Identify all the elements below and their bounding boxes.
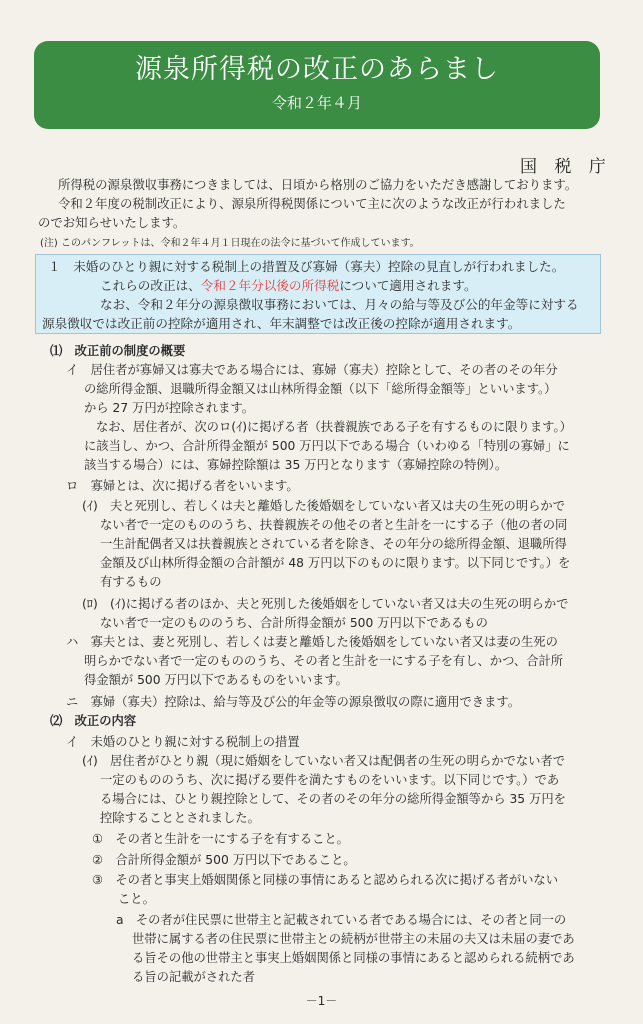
highlight-line-2: [100, 276, 477, 296]
body-line: 得金額が 500 万円以下であるものをいいます。: [84, 673, 348, 687]
body-line: 一生計配偶者又は扶養親族とされている者を除き、その年分の総所得金額、退職所得: [100, 537, 567, 551]
body-line: なお、居住者が、次のロ(ｲ)に掲げる者（扶養親族である子を有するものに限ります。）: [96, 420, 572, 434]
body-line: ニ 寡婦（寡夫）控除は、給与等及び公的年金等の源泉徴収の際に適用できます。: [66, 695, 521, 709]
body-line: ない者で一定のもののうち、合計所得金額が 500 万円以下であるもの: [100, 616, 488, 630]
body-line: 明らかでない者で一定のもののうち、その者と生計を一にする子を有し、かつ、合計所: [84, 654, 564, 668]
body-line: ない者で一定のもののうち、扶養親族その他その者と生計を一にする子（他の者の同: [100, 518, 568, 532]
body-line: の総所得金額、退職所得金額又は山林所得金額（以下「総所得金額等」といいます。）: [84, 382, 557, 396]
highlight-line-3: なお、令和２年分の源泉徴収事務においては、月々の給与等及び公的年金等に対する: [100, 297, 579, 312]
issuer: 国 税 庁: [520, 157, 612, 177]
title-banner: [34, 41, 600, 129]
body-line: に該当し、かつ、合計所得金額が 500 万円以下である場合（いわゆる「特別の寡婦」に: [84, 439, 570, 453]
body-line: る旨の記載がされた者: [132, 970, 255, 984]
section-2-heading: ⑵ 改正の内容: [50, 714, 137, 728]
highlight-emphasis: 令和２年分以後の所得税: [200, 278, 340, 293]
body-line: ① その者と生計を一にする子を有すること。: [92, 832, 349, 846]
body-line: ③ その者と事実上婚姻関係と同様の事情にあると認められる次に掲げる者がいない: [92, 873, 559, 887]
body-line: ハ 寡夫とは、妻と死別し、若しくは妻と離婚した後婚姻をしていない者又は妻の生死の: [66, 635, 558, 649]
body-line: ロ 寡婦とは、次に掲げる者をいいます。: [66, 479, 299, 493]
body-line: る場合には、ひとり親控除として、その者のその年分の総所得金額等から 35 万円を: [100, 792, 566, 806]
highlight-line-2-post: について適用されます。: [339, 278, 477, 293]
body-line: (ﾛ) (ｲ)に掲げる者のほか、夫と死別した後婚姻をしていない者又は夫の生死の明らかで: [82, 597, 569, 611]
body-line: こと。: [118, 892, 155, 906]
intro-line-1: 所得税の源泉徴収事務につきましては、日頃から格別のご協力をいただき感謝しております。: [58, 177, 578, 192]
page-title: 源泉所得税の改正のあらまし: [135, 54, 499, 85]
body-line: 一定のもののうち、次に掲げる要件を満たすものをいいます。以下同じです。）であ: [100, 773, 560, 787]
body-line: (ｲ) 居住者がひとり親（現に婚姻をしていない者又は配偶者の生死の明らかでない者で: [82, 754, 566, 768]
body-line: から 27 万円が控除されます。: [84, 401, 255, 415]
highlight-box: [35, 254, 601, 334]
body-line: 控除することとされました。: [100, 811, 260, 825]
body-line: イ 未婚のひとり親に対する税制上の措置: [66, 735, 300, 749]
intro-line-2: 令和２年度の税制改正により、源泉所得税関係について主に次のような改正が行われました: [58, 196, 566, 211]
intro-note: (注) このパンフレットは、令和２年４月１日現在の法令に基づいて作成しています。: [40, 238, 420, 249]
body-line: a その者が住民票に世帯主と記載されている者である場合には、その者と同一の: [116, 913, 567, 927]
body-line: (ｲ) 夫と死別し、若しくは夫と離婚した後婚姻をしていない者又は夫の生死の明らかで: [82, 499, 566, 513]
body-line: ② 合計所得金額が 500 万円以下であること。: [92, 853, 356, 867]
intro-line-3: のでお知らせいたします。: [38, 215, 186, 230]
body-line: イ 居住者が寡婦又は寡夫である場合には、寡婦（寡夫）控除として、その者のその年分: [66, 363, 558, 377]
body-line: 該当する場合）には、寡婦控除額は 35 万円となります（寡婦控除の特例）。: [84, 458, 508, 472]
body-line: る旨その他の世帯主と事実上婚姻関係と同様の事情にあると認められる続柄であ: [132, 951, 575, 965]
body-line: 有するもの: [100, 575, 162, 589]
section-1-heading: ⑴ 改正前の制度の概要: [50, 344, 186, 358]
page-date: 令和２年４月: [271, 94, 362, 112]
page-number: －1－: [305, 994, 338, 1008]
highlight-line-2-pre: これらの改正は、: [100, 278, 201, 293]
highlight-line-4: 源泉徴収では改正前の控除が適用され、年末調整では改正後の控除が適用されます。: [42, 316, 521, 331]
body-line: 世帯に属する者の住民票に世帯主との続柄が世帯主の未届の夫又は未届の妻であ: [132, 932, 575, 946]
body-line: 金額及び山林所得金額の合計額が 48 万円以下のものに限ります。以下同じです。）を: [100, 556, 571, 570]
highlight-line-1: １ 未婚のひとり親に対する税制上の措置及び寡婦（寡夫）控除の見直しが行われました。: [48, 259, 565, 274]
